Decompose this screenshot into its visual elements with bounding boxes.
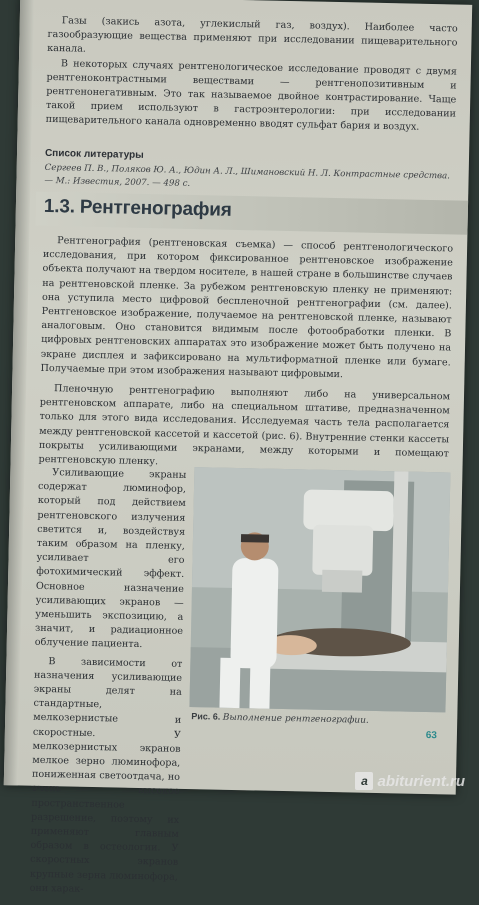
references-title: Список литературы — [44, 147, 144, 161]
paragraph-screen-types: В зависимости от назначения усиливающие экраны делят на стандартные, мелкозернистые и скоростные. У мелкозернистых экранов мелкое зерно люминофора, пониженная светоотдача, но очень высокое пространственное разрешение, поэтому их применяют главным образом в остеологии. У скоростных экранов крупные зерна люминофора, они харак- — [29, 655, 183, 895]
page-gutter — [4, 0, 35, 785]
paragraph-radiography-definition: Рентгенография (рентгеновская съемка) — способ рентгенологического исследования, при котором фиксированное рентгеновское изображение объекта получают на твердом носителе, в нашей стране в большинстве случаев на рентгеновской пленке. За рубежом рентгеновскую пленку не применяют: она уступила место цифровой беспленочной рентгенографии (см. далее). Рентгеновское изображение, получаемое на рентгеновской пленке, называют аналоговым. Оно становится видимым после фотообработки пленки. В цифровых рентгеновских аппаратах это изображение может быть получено на экране дисплея и зафиксировано на мультиформатной пленке или бумаге. Получаемые при этом изображения называют цифровыми. — [40, 235, 454, 381]
references-text: Сергеев П. В., Поляков Ю. А., Юдин А. Л., Шимановский Н. Л. Контрастные средства. — М.: Известия, 2007. — 498 с. — [44, 162, 451, 189]
site-watermark — [355, 772, 465, 790]
left-column-text — [29, 466, 186, 899]
section-title: 1.3. Рентгенография — [43, 195, 232, 221]
figure-caption-text: Выполнение рентгенографии. — [222, 712, 369, 726]
figure-caption — [191, 711, 369, 726]
watermark-logo-icon: a — [355, 772, 373, 790]
watermark-text: abiturient.ru — [377, 772, 465, 790]
paragraph-double-contrast: В некоторых случаях рентгенологическое исследование проводят с двумя рентгеноконтрастными веществами — рентгенопозитивным и рентгенонегативным. Это так называемое двойное контрастирование. Чаще такой прием используют в гастроэнтерологии: при исследовании пищеварительного канала одновременно вводят сульфат бария и воздух. — [45, 57, 457, 134]
paragraph-gases: Газы (закись азота, углекислый газ, воздух). Наиболее часто газообразующие вещества применяют при исследовании пищеварительного канала. — [47, 15, 458, 56]
paragraph-film-radiography: Пленочную рентгенографию выполняют либо на универсальном рентгеновском аппарате, либо на специальном штативе, предназначенном только для этого вида исследования. Исследуемая часть тела располагается между рентгеновской кассетой и кассетой (рис. 6). Внутренние стенки кассеты покрыты усиливающими экранами, между которыми и помещают рентгеновскую пленку. — [38, 383, 451, 468]
book-page — [4, 0, 472, 895]
xray-room-illustration — [189, 467, 450, 712]
figure-radiography-photo — [189, 467, 450, 712]
figure-caption-label: Рис. 6. — [191, 711, 221, 722]
page-number: 63 — [425, 730, 438, 742]
paragraph-intensifying-screens: Усиливающие экраны содержат люминофор, который под действием рентгеновского излучения светится и, воздействуя таким образом на пленку, усиливает его фотохимический эффект. Основное назначение усиливающих экранов — уменьшить экспозицию, а значит, и радиационное облучение пациента. — [34, 467, 187, 651]
radiography-text-block — [38, 234, 453, 476]
top-text-block — [46, 14, 458, 136]
